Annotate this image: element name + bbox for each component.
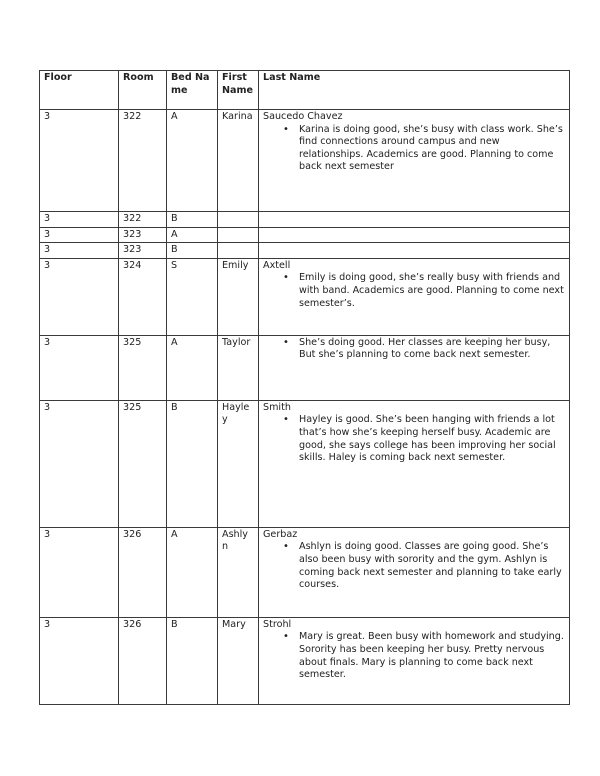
bed-cell: S <box>167 258 218 335</box>
floor-cell: 3 <box>40 527 119 617</box>
note-item: • Karina is doing good, she’s busy with class work. She’s find connections around campus and new relationships. Academics are good. Planning to come back next semester <box>299 124 565 174</box>
header-first-name: First Name <box>218 71 259 110</box>
floor-cell: 3 <box>40 335 119 400</box>
table-row <box>40 335 570 400</box>
notes-list <box>263 337 565 362</box>
last-name-text: Smith <box>263 401 291 413</box>
room-cell: 325 <box>119 400 167 527</box>
first-name-cell: Ashlyn <box>218 527 259 617</box>
notes-list <box>263 541 565 591</box>
note-item: • Mary is great. Been busy with homework and studying. Sorority has been keeping her busy. Pretty nervous about finals. Mary is planning to come back next semester. <box>299 631 565 681</box>
table-row <box>40 227 570 243</box>
note-item: • Hayley is good. She’s been hanging with friends a lot that’s how she’s keeping herself busy. Academic are good, she says college has been improving her social skills. Haley is coming back next semester. <box>299 414 565 464</box>
table-row <box>40 243 570 259</box>
first-name-cell: Hayley <box>218 400 259 527</box>
header-floor: Floor <box>40 71 119 110</box>
floor-cell: 3 <box>40 212 119 228</box>
first-name-cell: Karina <box>218 110 259 212</box>
last-name-cell <box>259 227 570 243</box>
first-name-cell: Taylor <box>218 335 259 400</box>
last-name-cell <box>259 258 570 335</box>
last-name-cell <box>259 110 570 212</box>
notes-list <box>263 631 565 681</box>
first-name-cell: Mary <box>218 617 259 704</box>
floor-cell: 3 <box>40 243 119 259</box>
header-bed-name: Bed Name <box>167 71 218 110</box>
table-row <box>40 258 570 335</box>
note-item: • She’s doing good. Her classes are keeping her busy, But she’s planning to come back next semester. <box>299 337 565 362</box>
last-name-text: Gerbaz <box>263 528 298 540</box>
table-row <box>40 110 570 212</box>
last-name-cell <box>259 527 570 617</box>
first-name-cell <box>218 227 259 243</box>
table-row <box>40 212 570 228</box>
floor-cell: 3 <box>40 617 119 704</box>
floor-cell: 3 <box>40 227 119 243</box>
bed-cell: A <box>167 110 218 212</box>
last-name-cell <box>259 212 570 228</box>
room-cell: 323 <box>119 227 167 243</box>
table-row <box>40 527 570 617</box>
last-name-cell <box>259 243 570 259</box>
floor-cell: 3 <box>40 110 119 212</box>
last-name-cell <box>259 400 570 527</box>
room-cell: 322 <box>119 110 167 212</box>
header-row <box>40 71 570 110</box>
room-cell: 326 <box>119 527 167 617</box>
room-cell: 324 <box>119 258 167 335</box>
bed-cell: B <box>167 617 218 704</box>
bed-cell: B <box>167 243 218 259</box>
room-cell: 323 <box>119 243 167 259</box>
resident-table <box>39 70 570 705</box>
room-cell: 325 <box>119 335 167 400</box>
bed-cell: A <box>167 335 218 400</box>
notes-list <box>263 272 565 310</box>
last-name-cell <box>259 335 570 400</box>
notes-list <box>263 124 565 174</box>
last-name-text: Strohl <box>263 618 292 630</box>
first-name-cell <box>218 243 259 259</box>
bed-cell: B <box>167 212 218 228</box>
bed-cell: A <box>167 527 218 617</box>
room-cell: 322 <box>119 212 167 228</box>
note-item: • Ashlyn is doing good. Classes are going good. She’s also been busy with sorority and the gym. Ashlyn is coming back next semester and planning to take early courses. <box>299 541 565 591</box>
note-item: • Emily is doing good, she’s really busy with friends and with band. Academics are good. Planning to come next semester’s. <box>299 272 565 310</box>
notes-list <box>263 414 565 464</box>
floor-cell: 3 <box>40 258 119 335</box>
first-name-cell: Emily <box>218 258 259 335</box>
room-cell: 326 <box>119 617 167 704</box>
bed-cell: A <box>167 227 218 243</box>
header-room: Room <box>119 71 167 110</box>
last-name-text: Saucedo Chavez <box>263 111 343 122</box>
last-name-cell <box>259 617 570 704</box>
floor-cell: 3 <box>40 400 119 527</box>
table-row <box>40 617 570 704</box>
last-name-text: Axtell <box>263 259 291 271</box>
table-row <box>40 400 570 527</box>
header-last-name: Last Name <box>259 71 570 110</box>
bed-cell: B <box>167 400 218 527</box>
first-name-cell <box>218 212 259 228</box>
